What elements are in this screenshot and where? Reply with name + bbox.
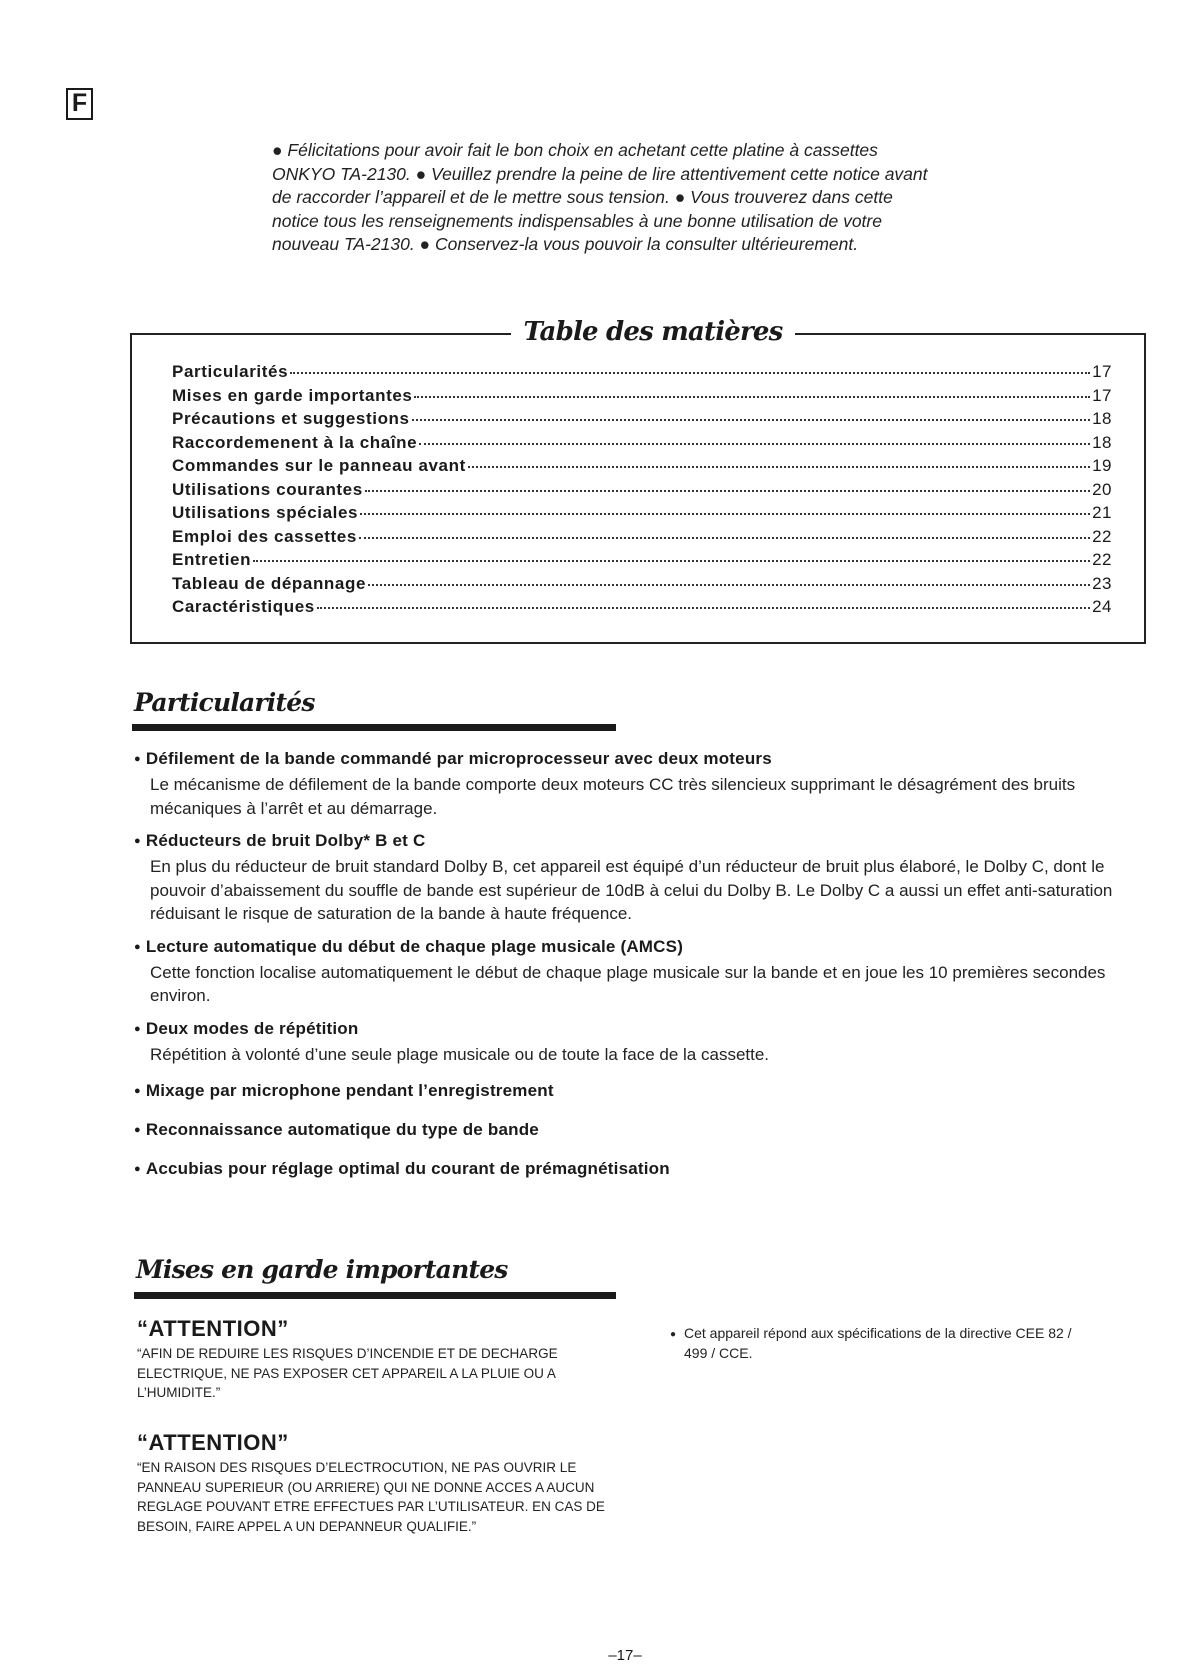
toc-leader xyxy=(412,418,1090,421)
mises-en-garde-heading: Mises en garde importantes xyxy=(136,1255,508,1284)
toc-entry-page: 20 xyxy=(1092,479,1112,499)
toc-entry xyxy=(172,409,1112,433)
feature-title: ● Deux modes de répétition xyxy=(134,1017,1134,1043)
feature-item xyxy=(134,1079,1134,1105)
toc-entry-page: 22 xyxy=(1092,526,1112,546)
toc-entry-label: Mises en garde importantes xyxy=(172,385,413,405)
toc-entry-label: Emploi des cassettes xyxy=(172,526,357,546)
toc-entry-label: Raccordemenent à la chaîne xyxy=(172,432,418,452)
attention-heading: “ATTENTION” xyxy=(137,1430,289,1455)
feature-title: ● Défilement de la bande commandé par microprocesseur avec deux moteurs xyxy=(134,747,1134,773)
feature-title: ● Reconnaissance automatique du type de bande xyxy=(134,1118,1134,1144)
toc-entry-label: Caractéristiques xyxy=(172,597,315,616)
toc-entry xyxy=(172,456,1112,480)
toc-entry-page: 24 xyxy=(1092,597,1112,616)
toc-entry-label: Tableau de dépannage xyxy=(172,573,367,593)
toc-entry-page: 18 xyxy=(1092,432,1112,452)
bullet-icon: ● xyxy=(670,1329,677,1340)
toc-leader xyxy=(368,583,1090,586)
feature-item xyxy=(134,829,1134,926)
page-number: –17– xyxy=(608,1647,642,1664)
toc-title xyxy=(0,312,1190,352)
mises-en-garde-rule xyxy=(134,1292,616,1299)
feature-description: En plus du réducteur de bruit standard Dolby B, cet appareil est équipé d’un réducteur de bruit plus élaboré, le Dolby C, dont le pouvoir d’abaissement du souffle de bande est supérieur de 10dB à celui du Dolby B. Le Dolby C a aussi un effet anti-saturation réduisant le risque de saturation de la bande à haute fréquence. xyxy=(150,857,1113,923)
attention-heading: “ATTENTION” xyxy=(137,1316,289,1341)
feature-description: Répétition à volonté d’une seule plage musicale ou de toute la face de la cassette. xyxy=(150,1044,770,1064)
intro-line: de raccorder l’appareil et de le mettre sous tension. ● Vous trouverez dans cette xyxy=(272,187,893,207)
toc-leader xyxy=(290,371,1090,374)
intro-paragraph xyxy=(272,139,1032,257)
feature-title: ● Mixage par microphone pendant l’enregistrement xyxy=(134,1079,1134,1105)
toc-list xyxy=(172,362,1112,621)
toc-entry-label: Utilisations spéciales xyxy=(172,503,359,522)
toc-entry-label: Particularités xyxy=(172,362,289,381)
intro-line: nouveau TA-2130. ● Conservez-la vous pouvoir la consulter ultérieurement. xyxy=(272,234,859,254)
toc-entry xyxy=(172,550,1112,574)
toc-entry-label: Commandes sur le panneau avant xyxy=(172,456,466,475)
toc-entry-page: 19 xyxy=(1092,456,1112,475)
feature-item xyxy=(134,1118,1134,1144)
particularites-heading: Particularités xyxy=(134,688,315,717)
toc-entry xyxy=(172,597,1112,621)
attention-block-2 xyxy=(137,1430,607,1536)
toc-title-text: Table des matières xyxy=(511,312,794,352)
feature-description: Cette fonction localise automatiquement le début de chaque plage musicale sur la bande et en joue les 10 premières secondes environ. xyxy=(150,962,1106,1005)
toc-entry-page: 23 xyxy=(1092,573,1112,593)
language-badge: F xyxy=(66,88,93,120)
feature-title: ● Réducteurs de bruit Dolby* B et C xyxy=(134,829,1134,855)
intro-line: ● Félicitations pour avoir fait le bon choix en achetant cette platine à cassettes xyxy=(272,140,878,160)
toc-entry xyxy=(172,480,1112,504)
toc-leader xyxy=(414,395,1090,398)
toc-entry-page: 17 xyxy=(1092,362,1112,381)
cee-compliance-note xyxy=(670,1323,1110,1363)
toc-leader xyxy=(317,606,1090,609)
toc-leader xyxy=(419,442,1090,445)
features-list xyxy=(134,747,1134,1196)
feature-item xyxy=(134,1017,1134,1067)
feature-description: Le mécanisme de défilement de la bande comporte deux moteurs CC très silencieux supprimant le désagrément des bruits mécaniques à l’arrêt et au démarrage. xyxy=(150,775,1076,818)
cee-text: Cet appareil répond aux spécifications de la directive CEE 82 / 499 / CCE. xyxy=(684,1325,1072,1361)
feature-title: ● Accubias pour réglage optimal du courant de prémagnétisation xyxy=(134,1157,1134,1183)
toc-entry xyxy=(172,362,1112,386)
toc-leader xyxy=(253,559,1090,562)
toc-entry-page: 21 xyxy=(1092,503,1112,522)
intro-line: ONKYO TA-2130. ● Veuillez prendre la peine de lire attentivement cette notice avant xyxy=(272,163,928,184)
toc-entry-page: 17 xyxy=(1092,385,1112,405)
attention-text: “EN RAISON DES RISQUES D’ELECTROCUTION, NE PAS OUVRIR LE PANNEAU SUPERIEUR (OU ARRIERE) QUI NE DONNE ACCES A AUCUN REGLAGE POUVANT ETRE EFFECTUES PAR L’UTILISATEUR. EN CAS DE BESOIN, FAIRE APPEL A UN DEPANNEUR QUALIFIE.” xyxy=(137,1460,605,1534)
toc-leader xyxy=(468,465,1090,468)
intro-line: notice tous les renseignements indispensables à une bonne utilisation de votre xyxy=(272,210,882,231)
toc-entry xyxy=(172,574,1112,598)
toc-leader xyxy=(359,536,1090,539)
toc-entry-label: Entretien xyxy=(172,550,252,569)
feature-item xyxy=(134,935,1134,1008)
toc-entry xyxy=(172,527,1112,551)
attention-block-1 xyxy=(137,1316,607,1403)
toc-entry-label: Utilisations courantes xyxy=(172,479,363,499)
toc-leader xyxy=(365,489,1090,492)
toc-entry xyxy=(172,433,1112,457)
toc-entry xyxy=(172,503,1112,527)
attention-text: “AFIN DE REDUIRE LES RISQUES D’INCENDIE ET DE DECHARGE ELECTRIQUE, NE PAS EXPOSER CET APPAREIL A LA PLUIE OU A L’HUMIDITE.” xyxy=(137,1346,558,1400)
feature-item xyxy=(134,747,1134,820)
particularites-rule xyxy=(132,724,616,731)
feature-title: ● Lecture automatique du début de chaque plage musicale (AMCS) xyxy=(134,935,1134,961)
toc-entry xyxy=(172,386,1112,410)
toc-leader xyxy=(360,512,1090,515)
toc-entry-page: 18 xyxy=(1092,409,1112,428)
feature-item xyxy=(134,1157,1134,1183)
toc-entry-page: 22 xyxy=(1092,550,1112,569)
toc-entry-label: Précautions et suggestions xyxy=(172,409,410,428)
